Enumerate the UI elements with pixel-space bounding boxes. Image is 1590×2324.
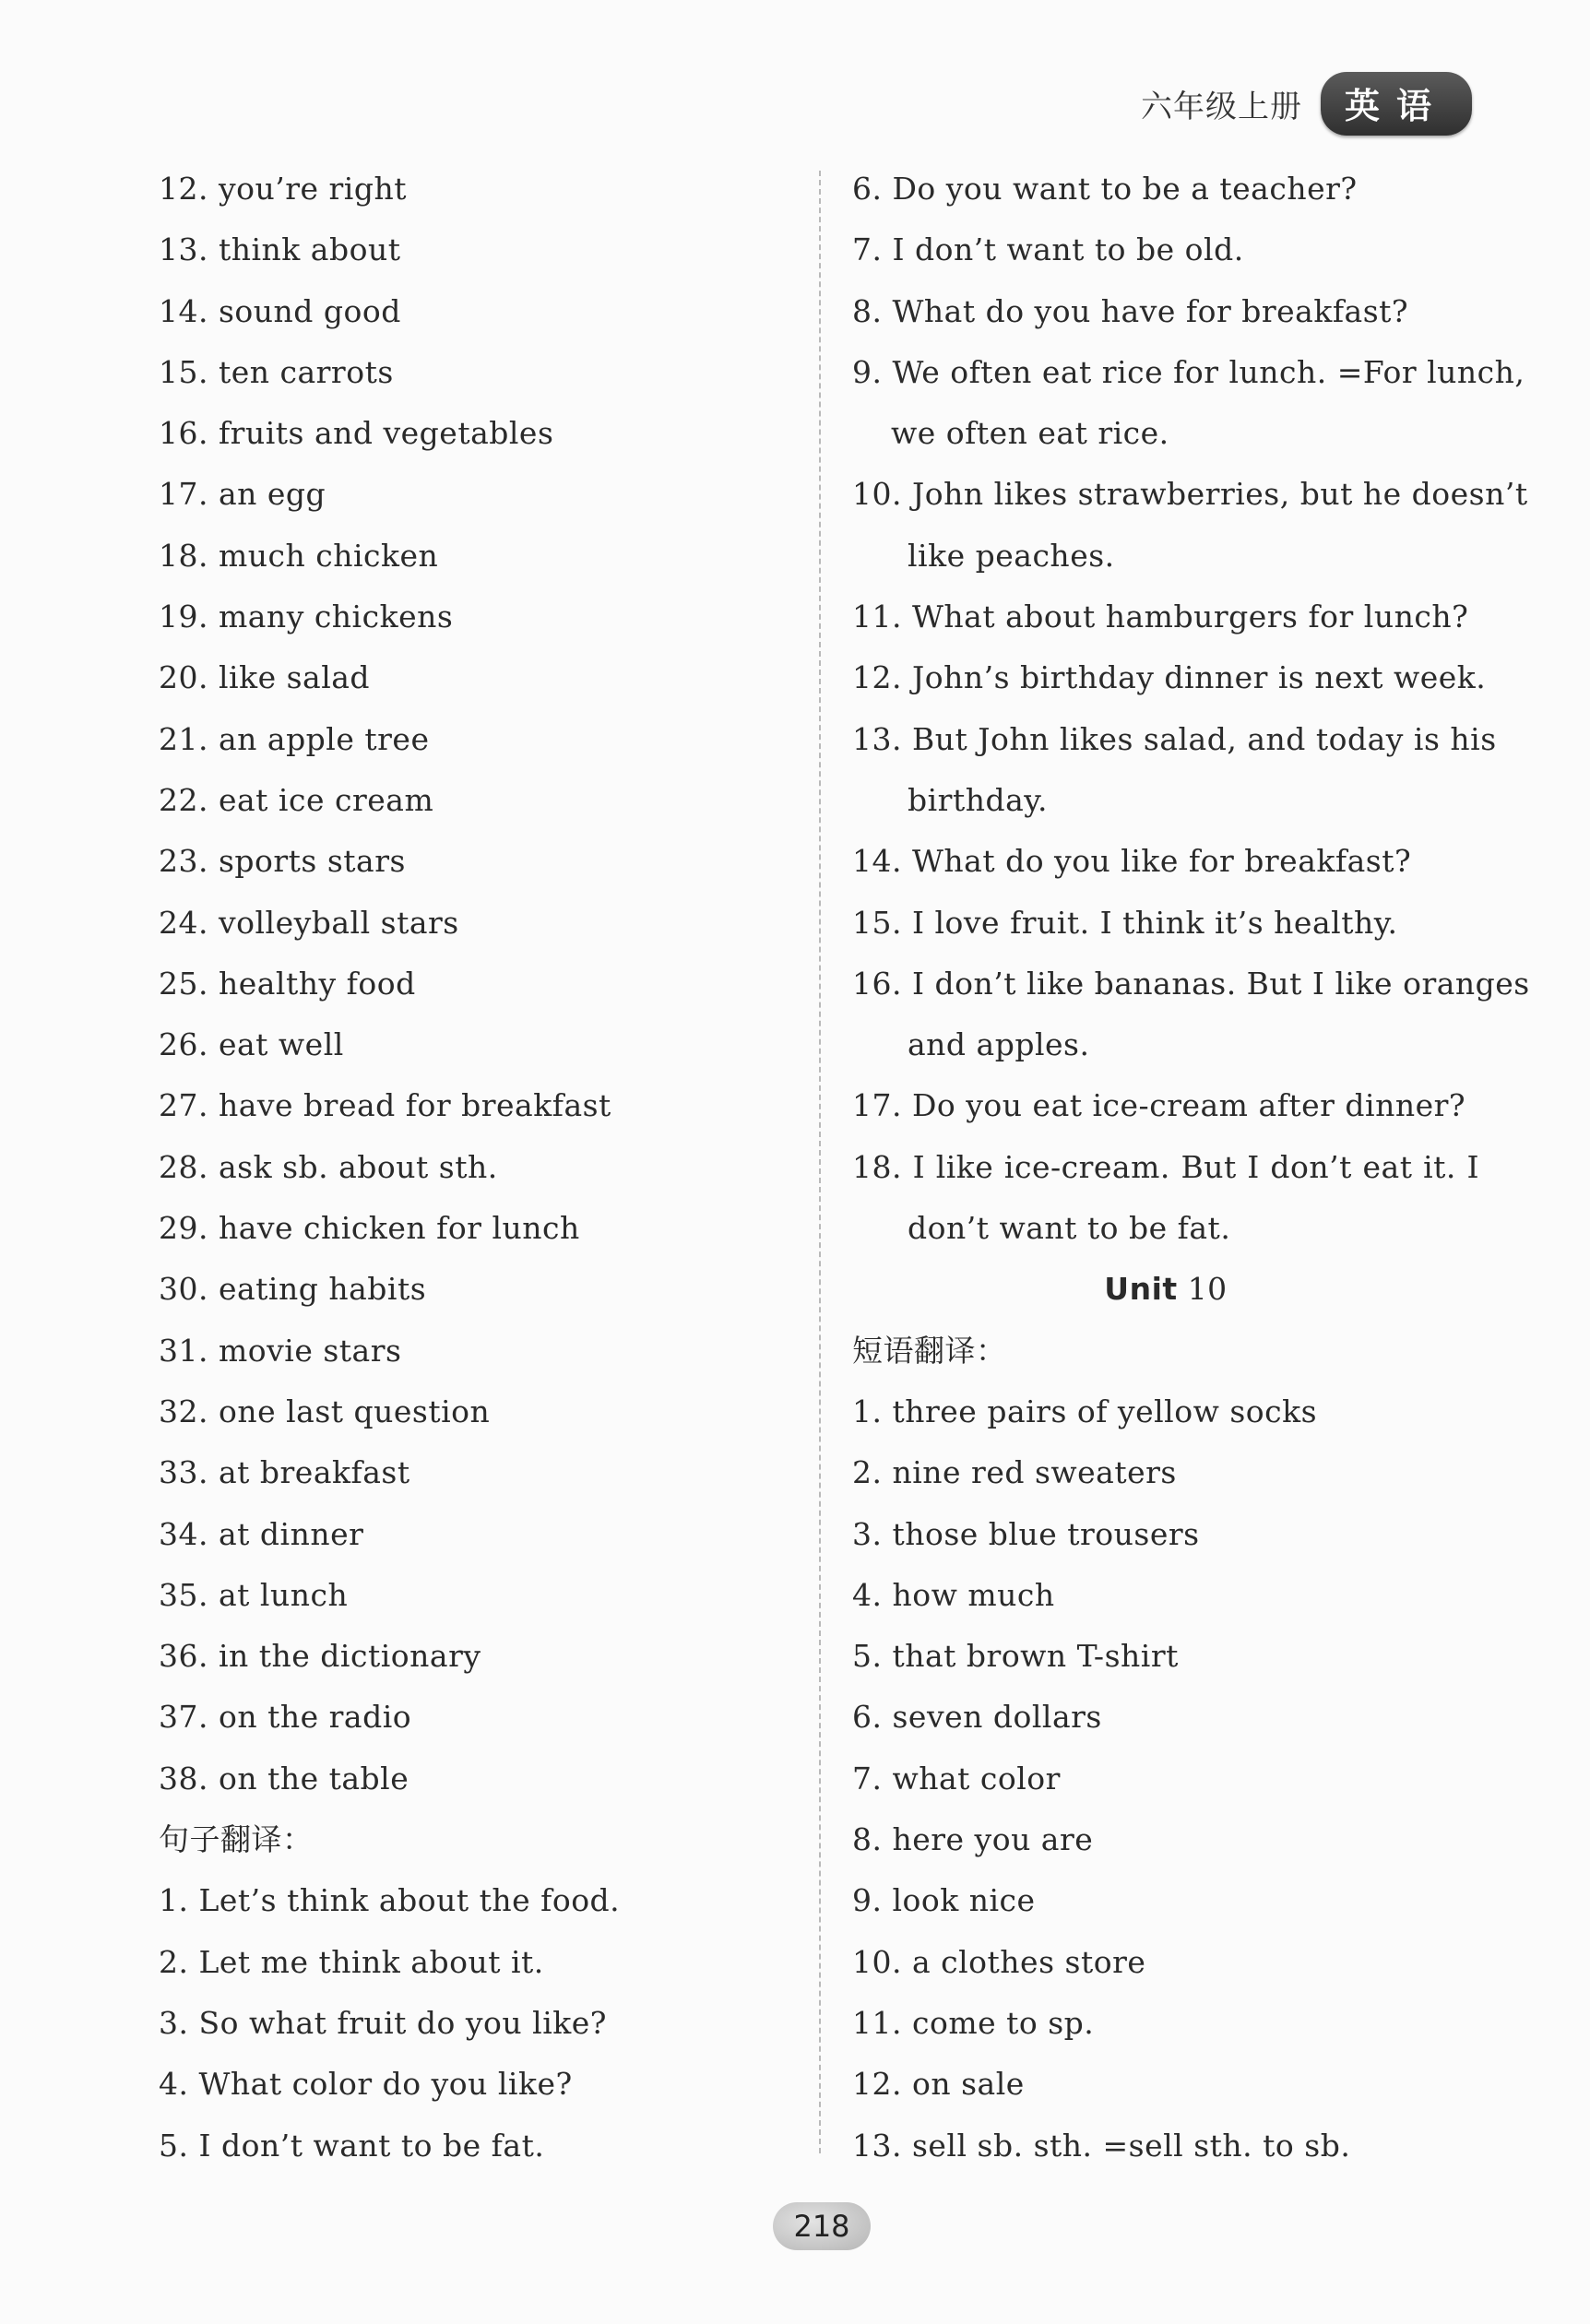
- list-item: 23. sports stars: [159, 843, 406, 880]
- subject-badge: 英语: [1321, 72, 1472, 136]
- list-item: 18. I like ice-cream. But I don’t eat it. I: [852, 1148, 1479, 1185]
- list-item: 26. eat well: [159, 1026, 344, 1063]
- list-item: 14. sound good: [159, 292, 401, 329]
- list-item: 5. I don’t want to be fat.: [159, 2127, 545, 2164]
- list-item: 27. have bread for breakfast: [159, 1087, 611, 1124]
- list-item: 38. on the table: [159, 1760, 409, 1796]
- section-label: 句子翻译：: [159, 1821, 314, 1858]
- list-item: 6. Do you want to be a teacher?: [852, 171, 1358, 207]
- list-item: 14. What do you like for breakfast?: [852, 843, 1412, 880]
- list-item: 10. John likes strawberries, but he doesn’t: [852, 476, 1528, 513]
- list-item: 15. I love fruit. I think it’s healthy.: [852, 904, 1398, 941]
- list-item: 9. look nice: [852, 1882, 1036, 1919]
- list-item: 24. volleyball stars: [159, 904, 459, 941]
- list-item: 8. here you are: [852, 1821, 1094, 1858]
- section-label: 短语翻译：: [852, 1332, 1007, 1369]
- list-item: 7. I don’t want to be old.: [852, 231, 1244, 268]
- list-item: 19. many chickens: [159, 599, 454, 635]
- list-item: 15. ten carrots: [159, 353, 394, 390]
- list-item: 4. What color do you like?: [159, 2066, 573, 2103]
- left-column: [159, 159, 804, 2176]
- list-item: 11. come to sp.: [852, 2004, 1095, 2041]
- list-item: 36. in the dictionary: [159, 1638, 481, 1675]
- list-item: 3. So what fruit do you like?: [159, 2004, 607, 2041]
- column-divider: [819, 171, 821, 2153]
- list-item: 1. three pairs of yellow socks: [852, 1393, 1318, 1429]
- list-item: 28. ask sb. about sth.: [159, 1148, 498, 1185]
- list-item: 5. that brown T-shirt: [852, 1638, 1179, 1675]
- list-item: 25. healthy food: [159, 965, 416, 1002]
- list-item: 29. have chicken for lunch: [159, 1210, 580, 1247]
- right-column: [852, 159, 1530, 2176]
- list-item: 33. at breakfast: [159, 1454, 410, 1491]
- list-item: 21. an apple tree: [159, 720, 430, 757]
- list-item: 13. think about: [159, 231, 401, 268]
- list-item: 35. at lunch: [159, 1576, 349, 1613]
- unit-heading: [852, 1259, 1479, 1320]
- page-header: [1141, 72, 1472, 136]
- list-item-continuation: like peaches.: [908, 537, 1115, 574]
- list-item-continuation: and apples.: [908, 1026, 1090, 1063]
- list-item: 8. What do you have for breakfast?: [852, 292, 1409, 329]
- list-item: 18. much chicken: [159, 537, 439, 574]
- list-item: 16. fruits and vegetables: [159, 415, 554, 452]
- list-item: 13. But John likes salad, and today is his: [852, 720, 1497, 757]
- list-item: 9. We often eat rice for lunch. =For lunch,: [852, 353, 1525, 390]
- list-item: 12. on sale: [852, 2066, 1025, 2103]
- list-item: 17. Do you eat ice-cream after dinner?: [852, 1087, 1466, 1124]
- list-item-continuation: birthday.: [908, 781, 1049, 818]
- list-item: 32. one last question: [159, 1393, 491, 1429]
- list-item: 22. eat ice cream: [159, 781, 434, 818]
- grade-label: 六年级上册: [1140, 89, 1302, 125]
- list-item: 34. at dinner: [159, 1515, 364, 1552]
- list-item: 13. sell sb. sth. =sell sth. to sb.: [852, 2127, 1351, 2164]
- list-item: 17. an egg: [159, 476, 326, 513]
- list-item: 12. John’s birthday dinner is next week.: [852, 659, 1487, 696]
- list-item: 11. What about hamburgers for lunch?: [852, 599, 1469, 635]
- list-item: 30. eating habits: [159, 1271, 427, 1308]
- list-item: 1. Let’s think about the food.: [159, 1882, 621, 1919]
- list-item: 7. what color: [852, 1760, 1061, 1796]
- list-item: 37. on the radio: [159, 1699, 412, 1736]
- list-item: 2. nine red sweaters: [852, 1454, 1177, 1491]
- list-item: 20. like salad: [159, 659, 371, 696]
- page-number: 218: [773, 2202, 871, 2250]
- list-item: 2. Let me think about it.: [159, 1943, 544, 1980]
- list-item: 12. you’re right: [159, 171, 407, 207]
- unit-title-number: 10: [1187, 1271, 1228, 1308]
- list-item: 10. a clothes store: [852, 1943, 1146, 1980]
- list-item: 4. how much: [852, 1576, 1055, 1613]
- list-item: 31. movie stars: [159, 1332, 402, 1369]
- list-item: 16. I don’t like bananas. But I like oranges: [852, 965, 1530, 1002]
- list-item: 6. seven dollars: [852, 1699, 1102, 1736]
- list-item-continuation: don’t want to be fat.: [908, 1210, 1231, 1247]
- unit-title-word: Unit: [1104, 1271, 1178, 1308]
- list-item: 3. those blue trousers: [852, 1515, 1200, 1552]
- list-item-continuation: we often eat rice.: [891, 415, 1169, 452]
